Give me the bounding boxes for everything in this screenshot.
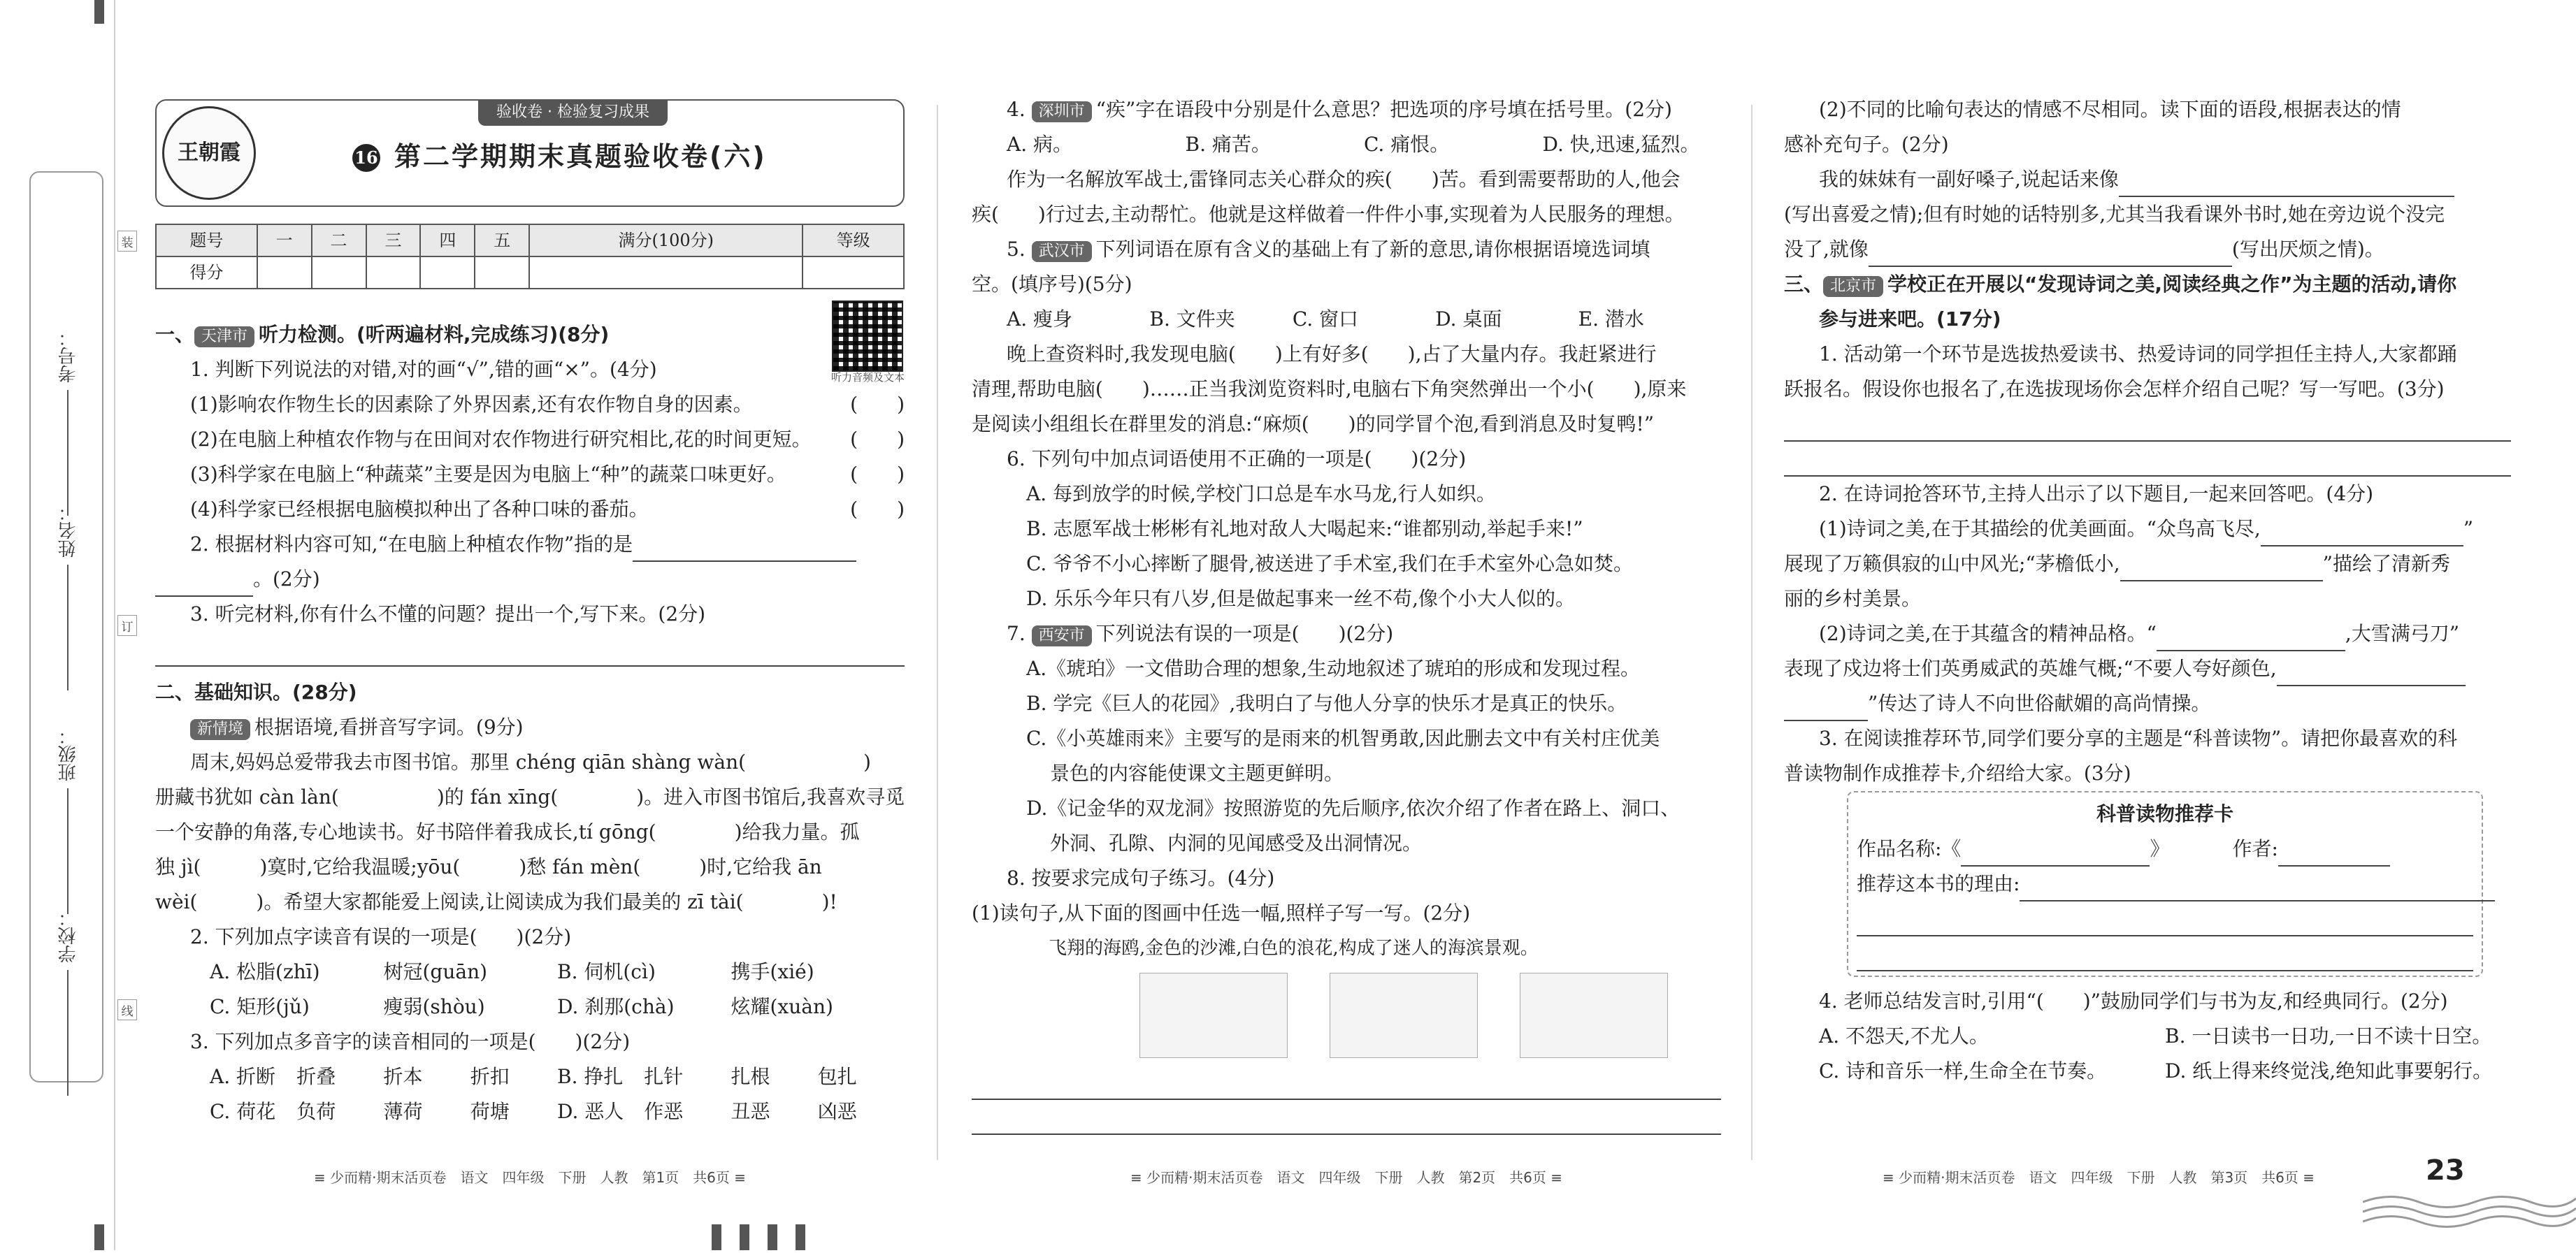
column-divider [937,105,938,1160]
binding-mark-bottom [94,1224,104,1250]
page-1 [155,84,905,1129]
answer-blank[interactable] [1869,243,2232,267]
answer-blank[interactable] [2261,523,2463,546]
option: 景色的内容能使课文主题更鲜明。 [1050,762,1344,785]
section-1-title: 一、 天津市 听力检测。(听两遍材料,完成练习)(8分) [155,323,610,346]
question: (2)不同的比喻句表达的情感不尽相同。读下面的语段,根据表达的情 [1819,98,2401,121]
answer-blank[interactable] [155,573,253,597]
options-row: C. 荷花 负荷 薄荷 荷塘 D. 恶人 作恶 丑恶 凶恶 [210,1100,857,1123]
card-field-reason: 推荐这本书的理由: [1857,867,2473,901]
school-field[interactable]: 学校： [36,908,99,1096]
question: 1. 判断下列说法的对错,对的画“√”,错的画“×”。(4分) [190,358,657,381]
question: 。(2分) [155,562,905,597]
binding-line [114,0,115,1250]
cut-mark: 订 [117,615,137,636]
page-footer: ≡ 少而精·期末活页卷 语文 四年级 下册 人教 第1页 共6页 ≡ [313,1169,747,1186]
binding-mark-top [94,0,104,24]
question: 1. 活动第一个环节是选拔热爱读书、热爱诗词的同学担任主持人,大家都踊 [1819,342,2457,365]
question: 7. 西安市 下列说法有误的一项是( )(2分) [1007,622,1394,645]
answer-line[interactable] [1784,442,2511,477]
question: (1)读句子,从下面的图画中任选一幅,照样子写一写。(2分) [972,901,1471,925]
answer-line[interactable] [1857,936,2473,971]
picture-playground[interactable] [1139,973,1288,1058]
question: 3. 下列加点多音字的读音相同的一项是( )(2分) [190,1030,631,1053]
question: 表现了戍边将士们英勇威武的英雄气概;“不要人夸好颜色, [1784,651,2511,686]
header-tag: 验收卷 · 检验复习成果 [478,99,668,126]
card-title: 科普读物推荐卡 [2096,802,2233,825]
score-table [155,224,905,289]
passage-line: 晚上查资料时,我发现电脑( )上有好多( ),占了大量内存。我赶紧进行 [1007,342,1657,365]
qr-caption: 听力音频及文本 [830,371,905,384]
question: 2. 根据材料内容可知,“在电脑上种植农作物”指的是 [155,527,905,562]
option: 外洞、孔隙、内洞的见闻感受及出洞情况。 [1050,832,1423,855]
section-2-title: 二、基础知识。(28分) [155,681,357,704]
cut-mark: 线 [117,999,137,1020]
judge-item: (2)在电脑上种植农作物与在田间对农作物进行研究相比,花的时间更短。 ( ) [190,428,905,451]
passage-line: 清理,帮助电脑( )……正当我浏览资料时,电脑右下角突然弹出一个小( ),原来 [972,377,1687,400]
passage-line: 周末,妈妈总爱带我去市图书馆。那里 chéng qiān shàng wàn( ) [190,751,871,774]
picture-children[interactable] [1520,973,1668,1058]
options-row: A. 松脂(zhī) 树冠(guān) B. 伺机(cì) 携手(xié) [210,960,814,983]
question: (2)诗词之美,在于其蕴含的精神品格。“ ,大雪满弓刀” [1784,616,2511,651]
question: 感补充句子。(2分) [1784,133,1949,156]
page-footer: ≡ 少而精·期末活页卷 语文 四年级 下册 人教 第3页 共6页 ≡ [1882,1169,2315,1186]
example-sentence: 飞翔的海鸥,金色的沙滩,白色的浪花,构成了迷人的海滨景观。 [1049,938,1539,959]
passage-line: (写出喜爱之情);但有时她的话特别多,尤其当我看课外书时,她在旁边说个没完 [1784,203,2445,226]
picture-park[interactable] [1330,973,1478,1058]
question: 6. 下列句中加点词语使用不正确的一项是( )(2分) [1007,447,1467,470]
question: 3. 在阅读推荐环节,同学们要分享的主题是“科普读物”。请把你最喜欢的科 [1819,727,2458,750]
answer-blank[interactable] [2120,558,2323,581]
binding-mark-bottom-bars [712,1224,823,1253]
option: A. 每到放学的时候,学校门口总是车水马龙,行人如织。 [1026,482,1496,505]
answer-blank[interactable] [1784,697,1868,721]
answer-blank[interactable] [2119,173,2454,197]
question: (1)诗词之美,在于其描绘的优美画面。“众鸟高飞尽, ” [1784,512,2511,546]
passage-line: 作为一名解放军战士,雷锋同志关心群众的疾( )苦。看到需要帮助的人,他会 [1007,168,1681,191]
passage-line: 疾( )行过去,主动帮忙。他就是这样做着一件件小事,实现着为人民服务的理想。 [972,203,1685,226]
question: 2. 在诗词抢答环节,主持人出示了以下题目,一起来回答吧。(4分) [1819,482,2374,505]
question: 跃报名。假设你也报名了,在选拔现场你会怎样介绍自己呢？写一写吧。(3分) [1784,377,2445,400]
options-row: A. 瘦身 B. 文件夹 C. 窗口 D. 桌面 E. 潜水 [1007,307,1644,331]
option: B. 学完《巨人的花园》,我明白了与他人分享的快乐才是真正的快乐。 [1026,692,1627,715]
page-number: 23 [2426,1154,2465,1187]
question: 8. 按要求完成句子练习。(4分) [1007,867,1275,890]
exam-title: 第二学期期末真题验收卷(六) [394,141,767,172]
options-row: A. 不怨天,不尤人。 B. 一日读书一日功,一日不读十日空。 [1819,1024,2492,1048]
question: 4. 深圳市 “疾”字在语段中分别是什么意思？把选项的序号填在括号里。(2分) [1007,98,1672,121]
judge-item: (3)科学家在电脑上“种蔬菜”主要是因为电脑上“种”的蔬菜口味更好。 ( ) [190,463,905,486]
picture-options [972,973,1721,1058]
region-tag: 深圳市 [1032,101,1092,122]
answer-line[interactable] [1857,901,2473,936]
option: D. 乐乐今年只有八岁,但是做起事来一丝不苟,像个小大人似的。 [1026,587,1576,610]
wave-decoration [2363,1188,2576,1230]
answer-blank[interactable] [2157,628,2345,651]
name-field[interactable]: 姓名： [36,503,99,690]
region-tag: 西安市 [1032,625,1092,646]
exam-header [155,99,905,207]
exam-number-badge: 16 [352,144,380,172]
option: C. 爷爷不小心摔断了腿骨,被送进了手术室,我们在手术室外心急如焚。 [1026,552,1634,575]
options-row: C. 诗和音乐一样,生命全在节奏。 D. 纸上得来终觉浅,绝知此事要躬行。 [1819,1059,2493,1082]
answer-line[interactable] [1784,407,2511,442]
reason-input[interactable] [2020,878,2495,901]
card-field-name: 作品名称:《 》 作者: [1857,832,2473,867]
table-row: 得分 [156,256,904,289]
table-row: 题号 一 二 三 四 五 满分(100分) 等级 [156,224,904,256]
page-3 [1784,84,2511,1089]
question: 普读物制作成推荐卡,介绍给大家。(3分) [1784,762,2131,785]
answer-line[interactable] [972,1065,1721,1100]
exam-number-field[interactable]: 考号： [36,328,99,516]
judge-item: (1)影响农作物生长的因素除了外界因素,还有农作物自身的因素。 ( ) [190,393,905,416]
column-divider [1751,105,1753,1160]
passage-line: 独 jì( )寞时,它给我温暖;yōu( )愁 fán mèn( )时,它给我 ān [155,855,822,878]
answer-blank[interactable] [633,538,856,562]
region-tag: 天津市 [194,326,254,347]
cut-mark: 装 [117,231,137,252]
question: 4. 老师总结发言时,引用“( )”鼓励同学们与书为友,和经典同行。(2分) [1819,990,2448,1013]
recommendation-card [1847,791,2483,977]
class-field[interactable]: 班级： [36,727,99,914]
passage-line: 我的妹妹有一副好嗓子,说起话来像 [1784,162,2511,197]
book-name-input[interactable] [1961,843,2150,867]
answer-line[interactable] [972,1100,1721,1135]
author-input[interactable] [2278,843,2390,867]
qr-code[interactable] [832,300,903,372]
section-3-title: 三、 北京市 学校正在开展以“发现诗词之美,阅读经典之作”为主题的活动,请你 [1784,273,2457,296]
passage-line: 没了,就像 (写出厌烦之情)。 [1784,232,2511,267]
question: 新情境 根据语境,看拼音写字词。(9分) [155,710,905,745]
question: 丽的乡村美景。 [1784,587,1922,610]
question: 2. 下列加点字读音有误的一项是( )(2分) [190,925,572,948]
options-row: A. 折断 折叠 折本 折扣 B. 挣扎 扎针 扎根 包扎 [210,1065,857,1088]
judge-item: (4)科学家已经根据电脑模拟种出了各种口味的番茄。 ( ) [190,498,905,521]
section-3-title: 参与进来吧。(17分) [1819,307,2001,331]
question: ”传达了诗人不向世俗献媚的高尚情操。 [1784,686,2511,721]
question: 空。(填序号)(5分) [972,273,1132,296]
passage-line: wèi( )。希望大家都能爱上阅读,让阅读成为我们最美的 zī tài( )! [155,890,837,913]
option: A.《琥珀》一文借助合理的想象,生动地叙述了琥珀的形成和发现过程。 [1026,657,1641,680]
question: 展现了万籁俱寂的山中风光;“茅檐低小, ”描绘了清新秀 [1784,546,2511,581]
option: D.《记金华的双龙洞》按照游览的先后顺序,依次介绍了作者在路上、洞口、 [1026,797,1681,820]
region-tag: 武汉市 [1032,241,1092,262]
passage-line: 一个安静的角落,专心地读书。好书陪伴着我成长,tí gōng( )给我力量。孤 [155,820,860,843]
question: 5. 武汉市 下列词语在原有含义的基础上有了新的意思,请你根据语境选词填 [1007,238,1650,261]
context-tag: 新情境 [190,719,250,740]
page-2 [972,84,1721,1135]
passage-line: 是阅读小组组长在群里发的消息:“麻烦( )的同学冒个泡,看到消息及时复鸭!” [972,412,1655,435]
options-row: C. 矩形(jǔ) 瘦弱(shòu) D. 刹那(chà) 炫耀(xuàn) [210,995,833,1018]
answer-blank[interactable] [2277,662,2466,686]
page-footer: ≡ 少而精·期末活页卷 语文 四年级 下册 人教 第2页 共6页 ≡ [1130,1169,1563,1186]
options-row: A. 病。 B. 痛苦。 C. 痛恨。 D. 快,迅速,猛烈。 [1007,133,1700,156]
option: C.《小英雄雨来》主要写的是雨来的机智勇敢,因此删去文中有关村庄优美 [1026,727,1660,750]
option: B. 志愿军战士彬彬有礼地对敌人大喝起来:“谁都别动,举起手来!” [1026,517,1583,540]
answer-line[interactable] [155,632,905,667]
passage-line: 册藏书犹如 càn làn( )的 fán xīng( )。进入市图书馆后,我喜欢寻觅 [155,785,905,809]
publisher-logo: 王朝霞 [162,106,256,200]
region-tag: 北京市 [1823,276,1883,297]
question: 3. 听完材料,你有什么不懂的问题？提出一个,写下来。(2分) [190,602,706,625]
